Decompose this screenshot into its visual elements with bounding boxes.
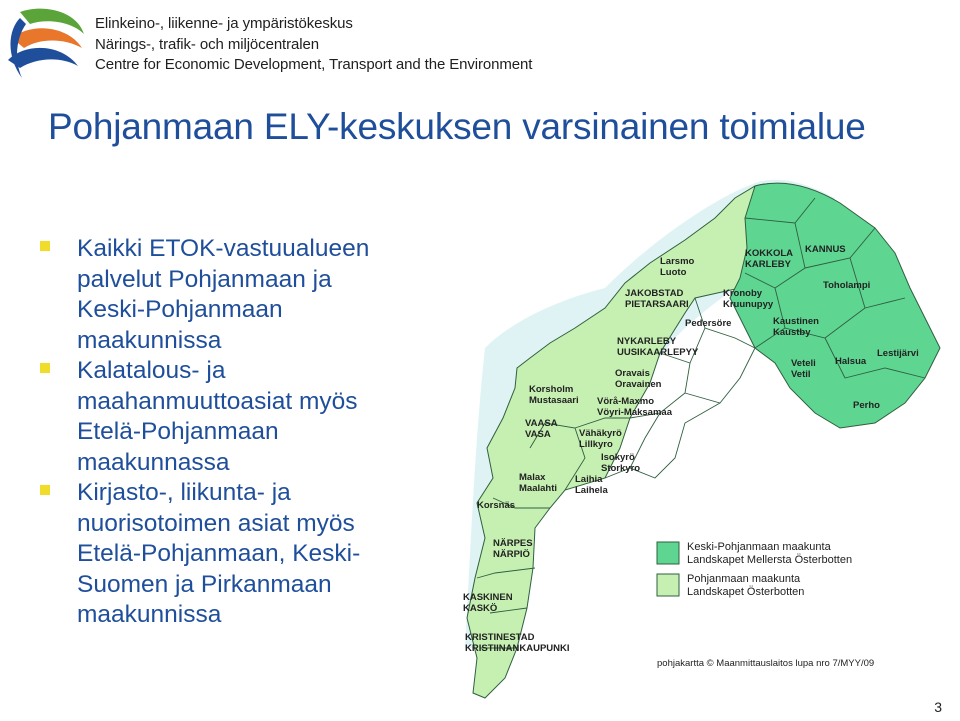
svg-text:JAKOBSTADPIETARSAARI: JAKOBSTAD PIETARSAARI	[625, 288, 689, 310]
slide-title: Pohjanmaan ELY-keskuksen varsinainen toimialue	[48, 106, 866, 147]
bullet-square-icon	[40, 363, 50, 373]
svg-text:Lestijärvi: Lestijärvi	[877, 348, 919, 359]
svg-text:KaustinenKaustby: Kaustinen Kaustby	[773, 316, 819, 338]
svg-text:VAASAVASA: VAASA VASA	[525, 418, 558, 440]
svg-text:LarsmoLuoto: Larsmo Luoto	[660, 256, 695, 278]
svg-text:OravaisOravainen: Oravais Oravainen	[615, 368, 662, 390]
map-credit: pohjakartta © Maanmittauslaitos lupa nro 7/MYY/09	[657, 658, 875, 669]
svg-text:KRISTINESTADKRISTIINANKAUPUNKI: KRISTINESTAD KRISTIINANKAUPUNKI	[465, 632, 570, 654]
svg-text:Pedersöre: Pedersöre	[685, 318, 732, 329]
svg-text:KorsholmMustasaari: Korsholm Mustasaari	[529, 384, 579, 406]
svg-text:Toholampi: Toholampi	[823, 280, 871, 291]
bullet-square-icon	[40, 241, 50, 251]
svg-text:NÄRPESNÄRPIÖ: NÄRPES NÄRPIÖ	[493, 538, 533, 560]
agency-name-sv: Närings-, trafik- och miljöcentralen	[95, 35, 319, 53]
agency-name	[95, 14, 532, 76]
agency-name-fi: Elinkeino-, liikenne- ja ympäristökeskus	[95, 15, 353, 32]
bullet-item: Kirjasto-, liikunta- ja nuorisotoimen asiat myös Etelä-Pohjanmaan, Keski- Suomen ja Pirkanmaan maakunnissa	[40, 478, 410, 631]
bullet-square-icon	[40, 485, 50, 495]
map-legend	[657, 541, 852, 598]
svg-text:VähäkyröLillkyro: Vähäkyrö Lillkyro	[579, 428, 622, 450]
svg-text:Halsua: Halsua	[835, 356, 867, 367]
svg-text:NYKARLEBYUUSIKAARLEPYY: NYKARLEBY UUSIKAARLEPYY	[617, 336, 699, 358]
bullet-list	[40, 234, 410, 631]
svg-text:KASKINENKASKÖ: KASKINEN KASKÖ	[463, 592, 513, 614]
svg-text:Korsnäs: Korsnäs	[477, 500, 516, 511]
agency-name-en: Centre for Economic Development, Transport and the Environment	[95, 56, 533, 73]
legend-swatch-pohjanmaa	[657, 574, 679, 596]
svg-text:KOKKOLAKARLEBY: KOKKOLA KARLEBY	[745, 248, 794, 270]
svg-text:VeteliVetil: Veteli Vetil	[791, 358, 816, 380]
legend-swatch-keski	[657, 542, 679, 564]
svg-text:KANNUS: KANNUS	[805, 244, 846, 255]
svg-text:Pohjanmaan maakuntaLandskapet: Pohjanmaan maakunta Landskapet Österbotten	[687, 573, 805, 598]
region-map	[455, 178, 960, 706]
svg-text:KronobyKruunupyy: Kronoby Kruunupyy	[723, 288, 774, 310]
page-number: 3	[934, 699, 942, 715]
svg-text:Perho: Perho	[853, 400, 880, 411]
svg-text:LaihiaLaihela: Laihia Laihela	[575, 474, 608, 496]
svg-text:Vörå-MaxmoVöyri-Maksamaa: Vörå-Maxmo Vöyri-Maksamaa	[597, 396, 672, 418]
svg-text:Keski-Pohjanmaan maakuntaLands: Keski-Pohjanmaan maakunta Landskapet Mellersta Österbotten	[687, 541, 853, 566]
svg-text:IsokyröStorkyro: Isokyrö Storkyro	[601, 452, 641, 474]
svg-text:MalaxMaalahti: Malax Maalahti	[519, 472, 558, 494]
ely-logo	[2, 4, 88, 84]
bullet-item: Kaikki ETOK-vastuualueen palvelut Pohjanmaan ja Keski-Pohjanmaan maakunnissa	[40, 234, 410, 356]
bullet-item: Kalatalous- ja maahanmuuttoasiat myös Etelä-Pohjanmaan maakunnassa	[40, 356, 410, 478]
